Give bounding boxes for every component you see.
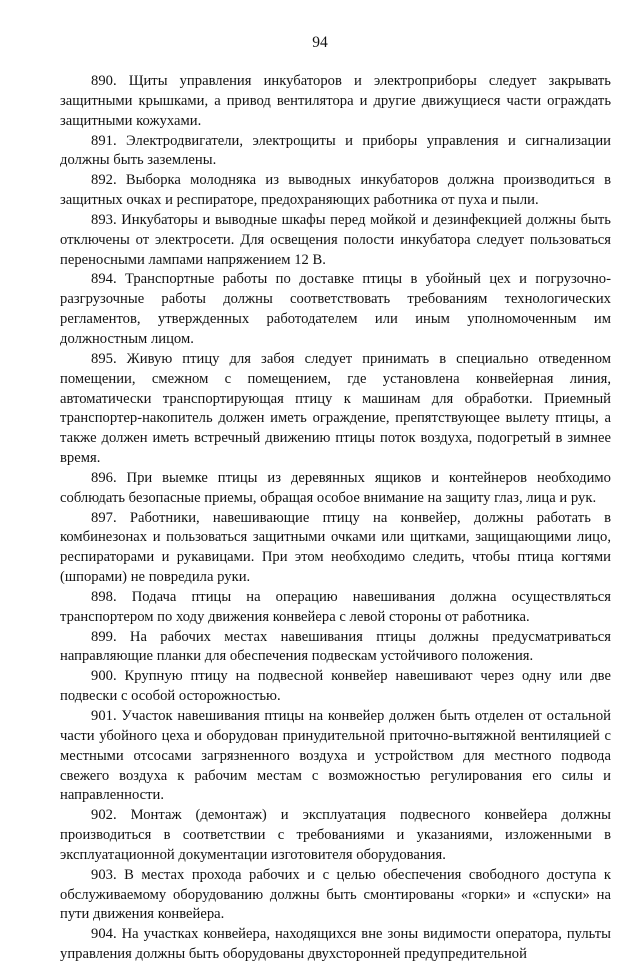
paragraph-902: 902. Монтаж (демонтаж) и эксплуатация подвесного конвейера должны производиться в соответствии с требованиями и указаниями, изложенными в эксплуатационной документации изготовителя оборудования. bbox=[60, 807, 611, 863]
page-number: 94 bbox=[312, 34, 328, 51]
paragraph-891: 891. Электродвигатели, электрощиты и приборы управления и сигнализации должны быть заземлены. bbox=[60, 132, 611, 169]
paragraph-895: 895. Живую птицу для забоя следует принимать в специально отведенном помещении, смежном с помещением, где установлена конвейерная линия, автоматически транспортирующая птицу к машинам для обработки. Приемный транспортер-накопитель должен иметь ограждение, препятствующее вылету птицы, а также должен иметь встречный движению птицы поток воздуха, подогретый в зимнее время. bbox=[60, 350, 611, 467]
paragraph-894: 894. Транспортные работы по доставке птицы в убойный цех и погрузочно-разгрузочные работы должны соответствовать требованиям технологических регламентов, утвержденных работодателем или иным уполномоченным им должностным лицом. bbox=[60, 271, 611, 347]
paragraph-897: 897. Работники, навешивающие птицу на конвейер, должны работать в комбинезонах и пользоваться защитными очками или щитками, защищающими лицо, респираторами и рукавицами. При этом необходимо следить, чтобы птица когтями (шпорами) не повредила руки. bbox=[60, 509, 611, 586]
document-body bbox=[60, 72, 611, 965]
paragraph-903: 903. В местах прохода рабочих и с целью обеспечения свободного доступа к обслуживаемому оборудованию должны быть смонтированы «горки» и «спуски» на пути движения конвейера. bbox=[60, 866, 611, 923]
paragraph-901: 901. Участок навешивания птицы на конвейер должен быть отделен от остальной части убойного цеха и оборудован принудительной приточно-вытяжной вентиляцией с местными отсосами загрязненного воздуха и устройством для местного подвода свежего воздуха к рабочим местам с возможностью регулирования его силы и направленности. bbox=[60, 708, 611, 804]
paragraph-896: 896. При выемке птицы из деревянных ящиков и контейнеров необходимо соблюдать безопасные приемы, обращая особое внимание на защиту глаз, лица и рук. bbox=[60, 469, 611, 506]
paragraph-899: 899. На рабочих местах навешивания птицы должны предусматриваться направляющие планки для обеспечения подвескам устойчивого положения. bbox=[60, 628, 611, 665]
paragraph-890: 890. Щиты управления инкубаторов и электроприборы следует закрывать защитными крышками, а привод вентилятора и другие движущиеся части ограждать защитными кожухами. bbox=[60, 73, 611, 129]
paragraph-900: 900. Крупную птицу на подвесной конвейер навешивают через одну или две подвески с особой осторожностью. bbox=[60, 668, 611, 705]
paragraph-893: 893. Инкубаторы и выводные шкафы перед мойкой и дезинфекцией должны быть отключены от электросети. Для освещения полости инкубатора следует пользоваться переносными лампами напряжением 12 В. bbox=[60, 211, 611, 268]
paragraph-898: 898. Подача птицы на операцию навешивания должна осуществляться транспортером по ходу движения конвейера с левой стороны от работника. bbox=[60, 588, 611, 625]
paragraph-892: 892. Выборка молодняка из выводных инкубаторов должна производиться в защитных очках и респираторе, предохраняющих работника от пуха и пыли. bbox=[60, 172, 611, 209]
paragraph-904: 904. На участках конвейера, находящихся вне зоны видимости оператора, пульты управления должны быть оборудованы двухсторонней предупредительной bbox=[60, 926, 611, 963]
